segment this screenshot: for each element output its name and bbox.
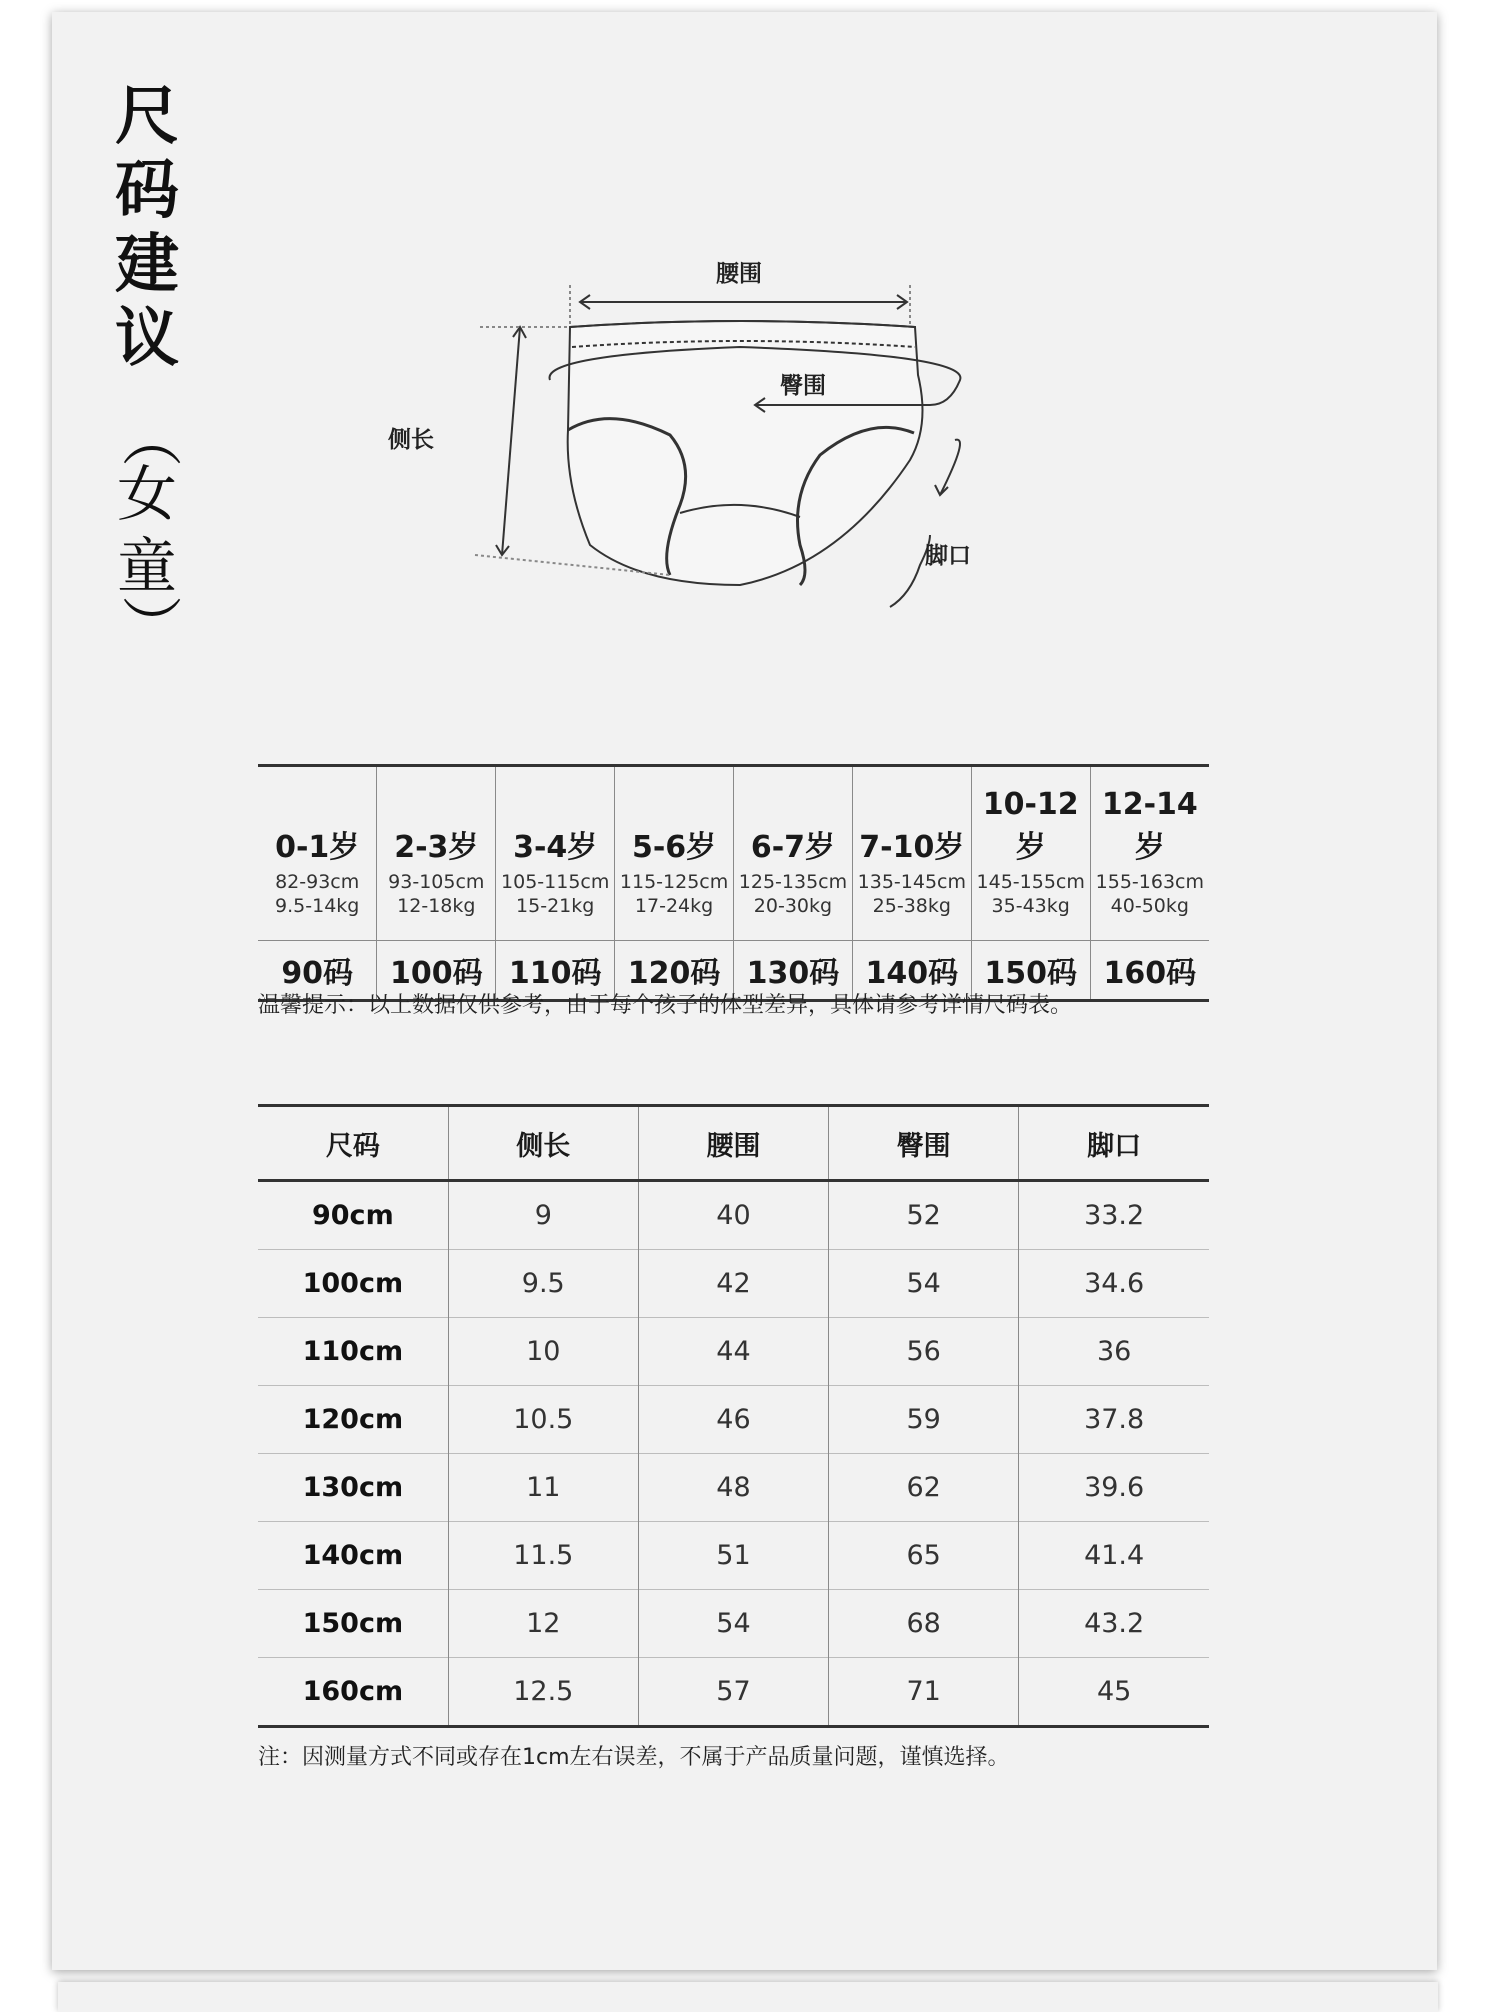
weight-range: 9.5-14kg	[275, 895, 360, 917]
weight-range: 35-43kg	[991, 895, 1070, 917]
header-cell: 尺码	[258, 1106, 448, 1181]
title-char: 码	[115, 154, 179, 228]
waist-cell: 51	[638, 1522, 828, 1590]
hip-cell: 54	[829, 1250, 1019, 1318]
subtitle-char: 女	[117, 460, 177, 530]
table-row	[258, 1590, 1209, 1658]
side-length-cell: 12.5	[448, 1658, 638, 1727]
note-text: 注：因测量方式不同或存在1cm左右误差，不属于产品质量问题，谨慎选择。	[258, 1745, 1010, 1770]
age-cell: 6-7岁	[734, 766, 853, 867]
size-cell: 130cm	[258, 1454, 448, 1522]
spec-cell	[258, 866, 377, 941]
leg-opening-cell: 37.8	[1019, 1386, 1209, 1454]
size-cell: 100码	[377, 941, 496, 1001]
height-range: 93-105cm	[388, 871, 485, 893]
hip-cell: 68	[829, 1590, 1019, 1658]
underwear-diagram	[370, 255, 990, 625]
spec-cell	[377, 866, 496, 941]
page-subtitle	[112, 407, 184, 655]
header-cell: 脚口	[1019, 1106, 1209, 1181]
table-row	[258, 1250, 1209, 1318]
size-cell: 160码	[1090, 941, 1209, 1001]
hip-cell: 56	[829, 1318, 1019, 1386]
age-cell: 3-4岁	[496, 766, 615, 867]
title-char: 尺	[115, 80, 179, 154]
spec-cell	[1090, 866, 1209, 941]
size-cell: 100cm	[258, 1250, 448, 1318]
leg-opening-cell: 33.2	[1019, 1181, 1209, 1250]
height-range: 105-115cm	[501, 871, 610, 893]
side-length-label: 侧长	[388, 427, 434, 453]
header-cell: 臀围	[829, 1106, 1019, 1181]
size-cell: 130码	[734, 941, 853, 1001]
subtitle-char: 童	[117, 532, 177, 602]
size-cell: 90码	[258, 941, 377, 1001]
table-row	[258, 1318, 1209, 1386]
side-length-cell: 10	[448, 1318, 638, 1386]
side-length-cell: 12	[448, 1590, 638, 1658]
subtitle-paren-close: ）	[114, 595, 184, 655]
waist-cell: 44	[638, 1318, 828, 1386]
waist-label: 腰围	[716, 261, 762, 287]
age-cell: 10-12岁	[971, 766, 1090, 867]
size-cell: 160cm	[258, 1658, 448, 1727]
title-char: 建	[115, 228, 179, 302]
leg-opening-cell: 43.2	[1019, 1590, 1209, 1658]
side-length-arrow	[502, 327, 520, 555]
height-range: 125-135cm	[738, 871, 848, 893]
underwear-illustration	[370, 255, 990, 625]
title-char: 议	[115, 302, 179, 376]
hip-label: 臀围	[780, 373, 826, 399]
size-cell: 120cm	[258, 1386, 448, 1454]
weight-range: 40-50kg	[1110, 895, 1189, 917]
header-cell: 腰围	[638, 1106, 828, 1181]
weight-range: 15-21kg	[516, 895, 595, 917]
weight-range: 25-38kg	[872, 895, 951, 917]
leg-opening-cell: 34.6	[1019, 1250, 1209, 1318]
age-cell: 7-10岁	[852, 766, 971, 867]
leg-opening-cell: 39.6	[1019, 1454, 1209, 1522]
hip-cell: 65	[829, 1522, 1019, 1590]
size-cell: 140cm	[258, 1522, 448, 1590]
waist-cell: 48	[638, 1454, 828, 1522]
height-range: 135-145cm	[857, 871, 966, 893]
age-row	[258, 766, 1209, 867]
side-length-cell: 11.5	[448, 1522, 638, 1590]
height-range: 115-125cm	[619, 871, 729, 893]
table-row	[258, 1386, 1209, 1454]
table-row	[258, 1454, 1209, 1522]
hip-cell: 59	[829, 1386, 1019, 1454]
weight-range: 17-24kg	[634, 895, 714, 917]
hip-cell: 52	[829, 1181, 1019, 1250]
side-length-cell: 9	[448, 1181, 638, 1250]
table-row	[258, 1181, 1209, 1250]
table-row	[258, 1658, 1209, 1727]
page-title	[112, 80, 182, 376]
spec-cell	[615, 866, 734, 941]
age-cell: 12-14岁	[1090, 766, 1209, 867]
side-length-cell: 9.5	[448, 1250, 638, 1318]
size-cell: 110码	[496, 941, 615, 1001]
waist-cell: 54	[638, 1590, 828, 1658]
waist-cell: 40	[638, 1181, 828, 1250]
height-range: 82-93cm	[275, 871, 360, 893]
header-cell: 侧长	[448, 1106, 638, 1181]
size-cell: 90cm	[311, 1200, 394, 1231]
size-cell: 150cm	[258, 1590, 448, 1658]
header-row	[258, 1106, 1209, 1181]
spec-cell	[852, 866, 971, 941]
side-length-cell: 10.5	[448, 1386, 638, 1454]
spec-cell	[971, 866, 1090, 941]
spec-row	[258, 866, 1209, 941]
size-cell: 120码	[615, 941, 734, 1001]
leg-opening-cell: 45	[1019, 1658, 1209, 1727]
leg-opening-label: 脚口	[925, 543, 971, 569]
subtitle-paren-open: （	[114, 407, 184, 467]
age-cell: 2-3岁	[377, 766, 496, 867]
waist-cell: 42	[638, 1250, 828, 1318]
leg-opening-cell: 41.4	[1019, 1522, 1209, 1590]
spec-cell	[734, 866, 853, 941]
measurement-table	[258, 1104, 1209, 1728]
height-range: 145-155cm	[976, 871, 1085, 893]
table-row	[258, 1522, 1209, 1590]
spec-cell	[496, 866, 615, 941]
next-card-edge	[58, 1982, 1438, 2012]
size-cell: 150码	[971, 941, 1090, 1001]
size-cell: 110cm	[258, 1318, 448, 1386]
waist-cell: 57	[638, 1658, 828, 1727]
weight-range: 20-30kg	[753, 895, 833, 917]
age-size-table	[258, 764, 1209, 1002]
waist-cell: 46	[638, 1386, 828, 1454]
side-length-cell: 11	[448, 1454, 638, 1522]
leg-opening-arrow	[940, 440, 960, 495]
weight-range: 12-18kg	[397, 895, 476, 917]
age-cell: 0-1岁	[275, 830, 360, 865]
size-cell: 140码	[852, 941, 971, 1001]
garment-outline	[568, 321, 923, 585]
tip-text: 温馨提示：以上数据仅供参考，由于每个孩子的体型差异，具体请参考详情尺码表。	[258, 993, 1073, 1018]
age-cell: 5-6岁	[615, 766, 734, 867]
hip-cell: 71	[829, 1658, 1019, 1727]
hip-cell: 62	[829, 1454, 1019, 1522]
height-range: 155-163cm	[1095, 871, 1204, 893]
leg-opening-cell: 36	[1019, 1318, 1209, 1386]
